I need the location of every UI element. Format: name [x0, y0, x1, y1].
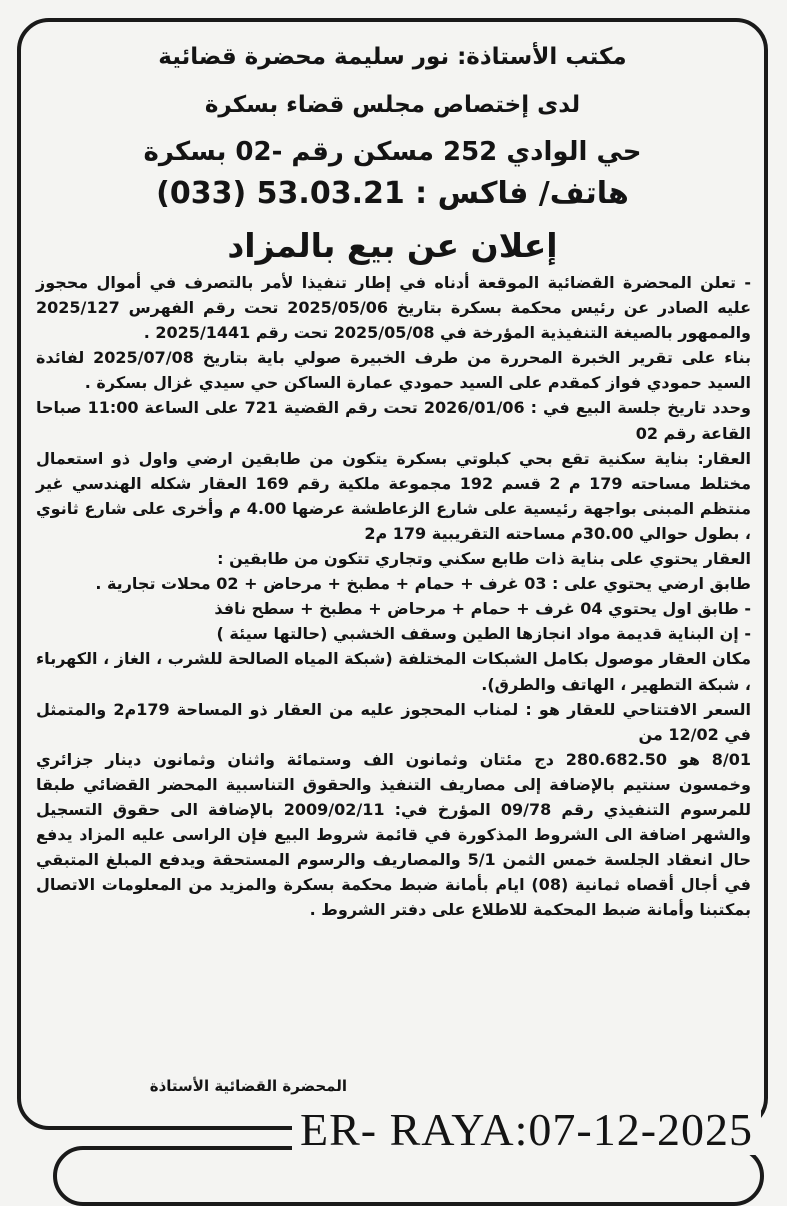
paragraph-building: العقار يحتوي على بناية ذات طابع سكني وتجاري تتكون من طابقين :	[217, 549, 751, 569]
paragraph-session: وحدد تاريخ جلسة البيع في : 2026/01/06 تحت رقم القضية 721 على الساعة 11:00 صباحا القاعة رقم 02	[36, 398, 752, 443]
newspaper-date: ER- RAYA:07-12-2025	[292, 1105, 761, 1155]
office-name: مكتب الأستاذة: نور سليمة محضرة قضائية	[158, 44, 627, 70]
paragraph-ground-floor: طابق ارضي يحتوي على : 03 غرف + حمام + مطبخ + مرحاض + 02 محلات تجارية .	[95, 574, 751, 594]
phone-fax: هاتف/ فاكس : 53.03.21 (033)	[156, 176, 629, 211]
jurisdiction: لدى إختصاص مجلس قضاء بسكرة	[204, 92, 581, 118]
paragraph-order: - تعلن المحضرة القضائية الموقعة أدناه في إطار تنفيذا لأمر بالتصرف في أموال محجوز عليه الصادر عن رئيس محكمة بسكرة بتاريخ 2025/05/06 تحت رقم الفهرس 2025/127 والممهور بالصيغة التنفيذية المؤرخة في 2025/05/08 تحت رقم 2025/1441 .	[36, 273, 752, 343]
paragraph-first-floor: - طابق اول يحتوي 04 غرف + حمام + مرحاض + مطبخ + سطح نافذ	[214, 599, 751, 619]
address: حي الوادي 252 مسكن رقم -02 بسكرة	[143, 137, 642, 167]
paragraph-condition: - إن البناية قديمة مواد انجازها الطين وسقف الخشبي (حالتها سيئة )	[216, 624, 751, 644]
paragraph-price-intro: السعر الافتتاحي للعقار هو : لمناب المحجوز عليه من العقار ذو المساحة 179م2 والمتمثل في 12/02 من	[36, 699, 751, 744]
next-ad-border	[53, 1146, 764, 1206]
paragraph-networks: مكان العقار موصول بكامل الشبكات المختلفة (شبكة المياه الصالحة للشرب ، الغاز ، الكهرباء ، شبكة التطهير ، الهاتف والطرق).	[36, 649, 751, 694]
notice-title: إعلان عن بيع بالمزاد	[227, 226, 558, 265]
paragraph-price-terms: 8/01 هو 280.682.50 دج مئتان وثمانون الف وستمائة واثنان وثمانون دينار جزائري وخمسون سنتيم بالإضافة إلى مصاريف التنفيذ والحقوق التناسبية المحضر القضائي طبقا للمرسوم التنفيذي رقم 09/78 المؤرخ في: 2009/02/11 بالإضافة الى حقوق التسجيل والشهر اضافة الى الشروط المذكورة في قائمة شروط البيع فإن الراسى عليه المزاد يدفع حال انعقاد الجلسة خمس الثمن 5/1 والمصاريف والرسوم المستحقة ويدفع المبلغ المتبقي في أجال أقصاه ثمانية (08) ايام بأمانة ضبط محكمة بسكرة والمزيد من المعلومات الاتصال بمكتبنا وأمانة ضبط المحكمة للاطلاع على دفتر الشروط .	[36, 749, 752, 920]
signature: المحضرة القضائية الأستاذة	[149, 1077, 347, 1095]
paragraph-expertise: بناء على تقرير الخبرة المحررة من طرف الخبيرة صولي باية بتاريخ 2025/07/08 لفائدة السيد حمودي فواز كمقدم على السيد حمودي عمارة الساكن حي سيدي غزال بسكرة .	[36, 348, 751, 393]
paragraph-property: العقار: بناية سكنية تقع بحي كبلوتي بسكرة يتكون من طابقين ارضي واول ذو استعمال مختلط مساحته 179 م 2 قسم 192 مجموعة ملكية رقم 169 العقار شكله الهندسي غير منتظم المبنى بواجهة رئيسية على شارع الزعاطشة عرضها 4.00 م وأخرى على شارع ثانوي ، بطول حوالي 30.00م مساحته التقريبية 179 م2	[36, 448, 752, 543]
notice-body	[36, 270, 751, 922]
